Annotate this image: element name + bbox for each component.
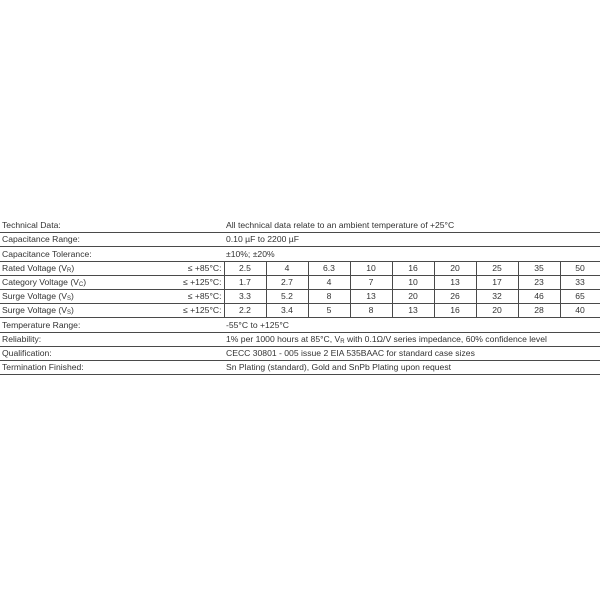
row-value: Sn Plating (standard), Gold and SnPb Plating upon request (224, 360, 600, 374)
row-label: Capacitance Range: (0, 233, 152, 247)
technical-data-table (0, 219, 600, 375)
row-value: -55°C to +125°C (224, 318, 600, 332)
table-cell: 13 (392, 304, 434, 318)
table-cell: 20 (434, 261, 476, 275)
table-cell: 10 (350, 261, 392, 275)
table-cell: 10 (392, 275, 434, 289)
row-label: Reliability: (0, 332, 152, 346)
row-label: Surge Voltage $(V_S)$ (0, 289, 152, 303)
table-row (0, 261, 600, 275)
table-cell: 13 (434, 275, 476, 289)
table-cell: 7 (350, 275, 392, 289)
table-cell: 1.7 (224, 275, 266, 289)
table-cell: 4 (308, 275, 350, 289)
row-condition: ≤ +125°C: (152, 304, 224, 318)
row-condition: ≤ +85°C: (152, 261, 224, 275)
table-cell: 16 (392, 261, 434, 275)
row-value: ±10%; ±20% (224, 247, 600, 261)
row-label: Temperature Range: (0, 318, 152, 332)
table-cell: 26 (434, 289, 476, 303)
table-row (0, 289, 600, 303)
row-value: 0.10 µF to 2200 µF (224, 233, 600, 247)
table-row (0, 346, 600, 360)
table-cell: 3.3 (224, 289, 266, 303)
row-label: Category Voltage $(V_C)$ (0, 275, 152, 289)
table-row (0, 318, 600, 332)
table-cell: 4 (266, 261, 308, 275)
table-cell: 65 (560, 289, 600, 303)
table-cell: 13 (350, 289, 392, 303)
table-cell: 50 (560, 261, 600, 275)
row-condition: ≤ +85°C: (152, 289, 224, 303)
table-cell: 5 (308, 304, 350, 318)
table-cell: 33 (560, 275, 600, 289)
row-label: Termination Finished: (0, 360, 152, 374)
table-cell: 3.4 (266, 304, 308, 318)
row-value: 1% per 1000 hours at 85°C, $V_R$ with 0.1Ω/V series impedance, 60% confidence level (224, 332, 600, 346)
table-cell: 2.5 (224, 261, 266, 275)
table-cell: 6.3 (308, 261, 350, 275)
table-row (0, 233, 600, 247)
table-cell: 8 (350, 304, 392, 318)
table-cell: 2.2 (224, 304, 266, 318)
table-cell: 5.2 (266, 289, 308, 303)
row-value: All technical data relate to an ambient temperature of +25°C (224, 219, 600, 233)
table-cell: 17 (476, 275, 518, 289)
table-cell: 40 (560, 304, 600, 318)
table-row (0, 219, 600, 233)
row-label: Qualification: (0, 346, 152, 360)
table-cell: 20 (476, 304, 518, 318)
table-cell: 32 (476, 289, 518, 303)
row-condition: ≤ +125°C: (152, 275, 224, 289)
table-cell: 46 (518, 289, 560, 303)
table-cell: 28 (518, 304, 560, 318)
table-cell: 8 (308, 289, 350, 303)
table-cell: 25 (476, 261, 518, 275)
table-cell: 35 (518, 261, 560, 275)
row-label: Surge Voltage $(V_S)$ (0, 304, 152, 318)
table-row (0, 247, 600, 261)
row-label: Technical Data: (0, 219, 152, 233)
table-row (0, 275, 600, 289)
row-value: CECC 30801 - 005 issue 2 EIA 535BAAC for standard case sizes (224, 346, 600, 360)
table-cell: 2.7 (266, 275, 308, 289)
table-cell: 23 (518, 275, 560, 289)
row-label: Rated Voltage $(V_R)$ (0, 261, 152, 275)
table-cell: 20 (392, 289, 434, 303)
row-label: Capacitance Tolerance: (0, 247, 152, 261)
table-row (0, 304, 600, 318)
table-row (0, 332, 600, 346)
table-cell: 16 (434, 304, 476, 318)
table-row (0, 360, 600, 374)
